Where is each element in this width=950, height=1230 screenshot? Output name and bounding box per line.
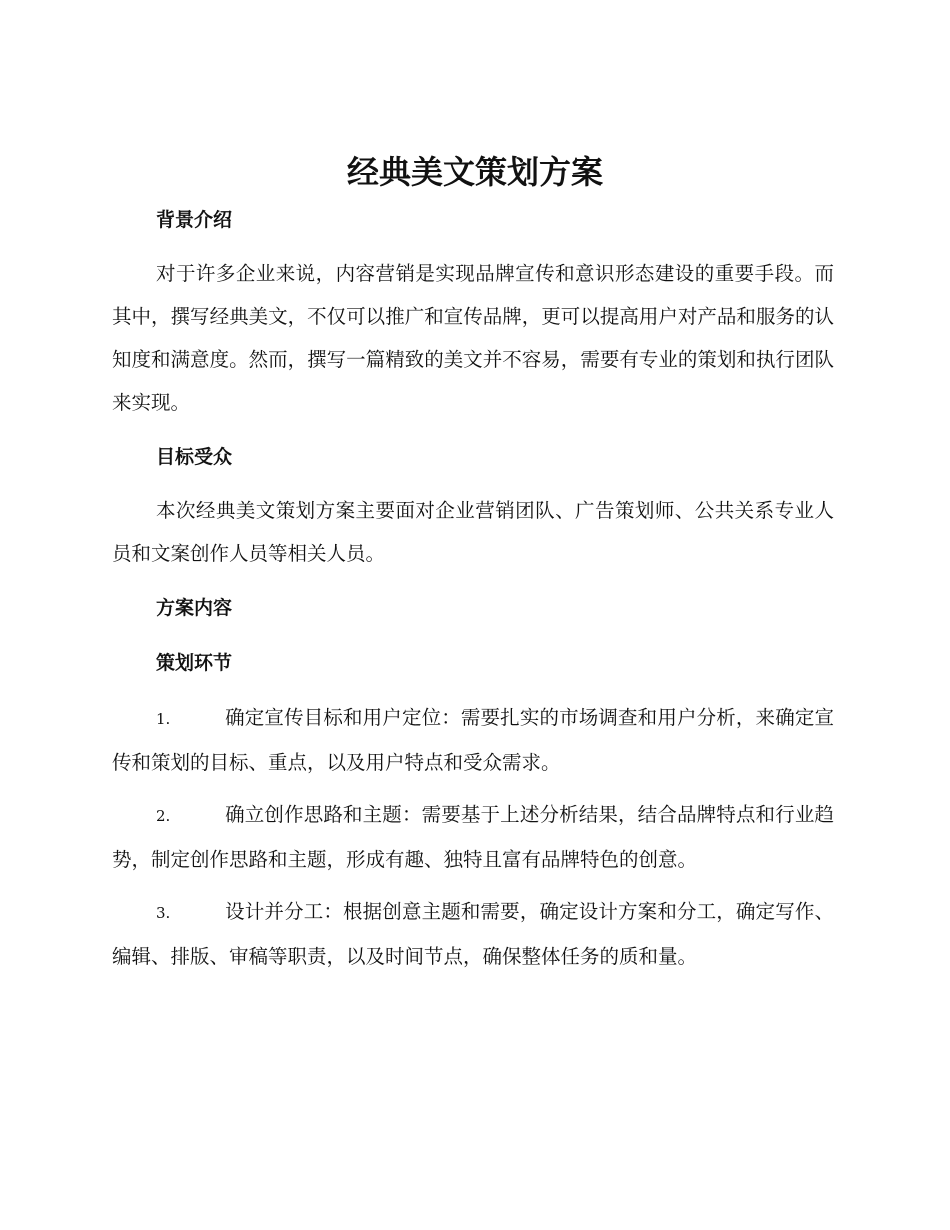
document-title: 经典美文策划方案 <box>346 153 603 191</box>
background-paragraph: 对于许多企业来说，内容营销是实现品牌宣传和意识形态建设的重要手段。而其中，撰写经典美文，不仅可以推广和宣传品牌，更可以提高用户对产品和服务的认知度和满意度。然而，撰写一篇精致的美文并不容易，需要有专业的策划和执行团队来实现。 <box>112 262 834 414</box>
list-item-number: 1. <box>156 710 171 728</box>
list-item-text: 确立创作思路和主题：需要基于上述分析结果，结合品牌特点和行业趋势，制定创作思路和主题，形成有趣、独特且富有品牌特色的创意。 <box>112 803 834 871</box>
list-item <box>112 890 834 978</box>
background-heading: 背景介绍 <box>156 209 233 231</box>
list-item-text: 设计并分工：根据创意主题和需要，确定设计方案和分工，确定写作、编辑、排版、审稿等职责，以及时间节点，确保整体任务的质和量。 <box>112 900 834 968</box>
list-item <box>112 696 834 784</box>
list-item <box>112 793 834 881</box>
list-item-text: 确定宣传目标和用户定位：需要扎实的市场调查和用户分析，来确定宣传和策划的目标、重点，以及用户特点和受众需求。 <box>112 706 834 774</box>
list-item-number: 3. <box>156 904 171 922</box>
content-heading: 方案内容 <box>156 597 233 619</box>
planning-heading: 策划环节 <box>156 652 233 674</box>
audience-heading: 目标受众 <box>156 446 233 468</box>
audience-paragraph: 本次经典美文策划方案主要面对企业营销团队、广告策划师、公共关系专业人员和文案创作人员等相关人员。 <box>112 499 834 565</box>
list-item-number: 2. <box>156 807 171 825</box>
